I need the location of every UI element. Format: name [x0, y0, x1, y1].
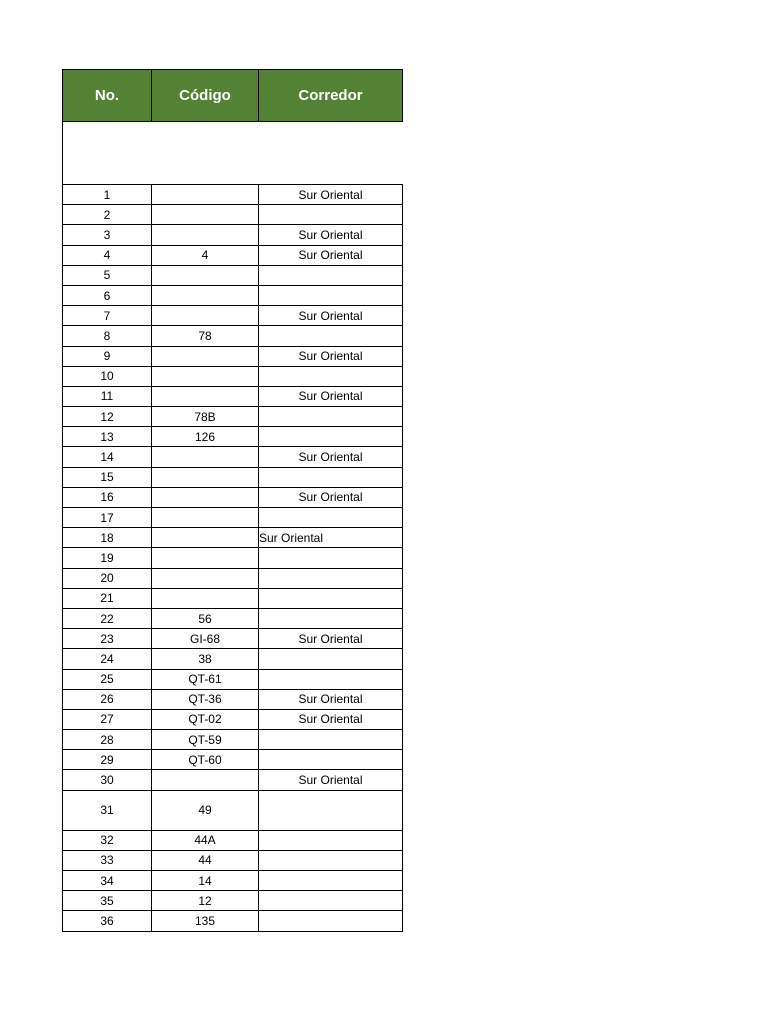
cell-codigo[interactable]: 44A	[152, 830, 259, 850]
cell-codigo[interactable]: QT-36	[152, 689, 259, 709]
cell-corredor[interactable]	[259, 508, 403, 528]
cell-no[interactable]: 19	[63, 548, 152, 568]
cell-codigo[interactable]: 12	[152, 891, 259, 911]
cell-corredor[interactable]	[259, 871, 403, 891]
table-header	[63, 70, 403, 122]
cell-no[interactable]: 16	[63, 487, 152, 507]
cell-corredor[interactable]	[259, 649, 403, 669]
table-row	[63, 588, 403, 608]
cell-corredor[interactable]: Sur Oriental	[259, 528, 403, 548]
cell-no[interactable]: 20	[63, 568, 152, 588]
table-row	[63, 608, 403, 628]
cell-codigo[interactable]: 49	[152, 790, 259, 830]
table-row	[63, 911, 403, 931]
cell-codigo[interactable]	[152, 568, 259, 588]
table-row	[63, 265, 403, 285]
cell-no[interactable]: 9	[63, 346, 152, 366]
cell-codigo[interactable]: QT-59	[152, 730, 259, 750]
cell-corredor[interactable]: Sur Oriental	[259, 689, 403, 709]
header-no[interactable]: No.	[63, 70, 152, 122]
cell-codigo[interactable]: 78B	[152, 407, 259, 427]
spreadsheet-table	[62, 69, 403, 932]
cell-codigo[interactable]: 135	[152, 911, 259, 931]
table-row	[63, 649, 403, 669]
cell-corredor[interactable]	[259, 427, 403, 447]
cell-corredor[interactable]: Sur Oriental	[259, 629, 403, 649]
cell-corredor[interactable]	[259, 608, 403, 628]
table-row	[63, 407, 403, 427]
table-row	[63, 185, 403, 205]
cell-corredor[interactable]	[259, 265, 403, 285]
cell-corredor[interactable]	[259, 669, 403, 689]
cell-corredor[interactable]: Sur Oriental	[259, 709, 403, 729]
cell-corredor[interactable]	[259, 407, 403, 427]
table-row	[63, 447, 403, 467]
table-row	[63, 830, 403, 850]
cell-codigo[interactable]	[152, 185, 259, 205]
cell-no[interactable]: 11	[63, 386, 152, 406]
empty-title-row	[63, 122, 403, 185]
header-codigo[interactable]: Código	[152, 70, 259, 122]
table-row	[63, 871, 403, 891]
cell-no[interactable]: 24	[63, 649, 152, 669]
cell-codigo[interactable]	[152, 366, 259, 386]
cell-codigo[interactable]	[152, 285, 259, 305]
cell-codigo[interactable]	[152, 386, 259, 406]
table-row	[63, 891, 403, 911]
cell-no[interactable]: 5	[63, 265, 152, 285]
cell-corredor[interactable]	[259, 911, 403, 931]
cell-corredor[interactable]: Sur Oriental	[259, 225, 403, 245]
table-row	[63, 205, 403, 225]
cell-no[interactable]: 26	[63, 689, 152, 709]
cell-corredor[interactable]	[259, 850, 403, 870]
table-row	[63, 850, 403, 870]
cell-codigo[interactable]	[152, 588, 259, 608]
cell-corredor[interactable]	[259, 285, 403, 305]
cell-corredor[interactable]	[259, 830, 403, 850]
cell-codigo[interactable]	[152, 508, 259, 528]
table-row	[63, 629, 403, 649]
cell-codigo[interactable]	[152, 225, 259, 245]
cell-no[interactable]: 17	[63, 508, 152, 528]
table-row	[63, 548, 403, 568]
table-row	[63, 770, 403, 790]
table-row	[63, 790, 403, 830]
cell-codigo[interactable]	[152, 548, 259, 568]
cell-codigo[interactable]	[152, 447, 259, 467]
cell-no[interactable]: 4	[63, 245, 152, 265]
cell-no[interactable]: 12	[63, 407, 152, 427]
cell-no[interactable]: 30	[63, 770, 152, 790]
table-row	[63, 669, 403, 689]
cell-no[interactable]: 21	[63, 588, 152, 608]
cell-no[interactable]: 22	[63, 608, 152, 628]
cell-codigo[interactable]: 38	[152, 649, 259, 669]
cell-no[interactable]: 8	[63, 326, 152, 346]
cell-codigo[interactable]	[152, 306, 259, 326]
cell-no[interactable]: 23	[63, 629, 152, 649]
table-row	[63, 709, 403, 729]
sheet-top-area	[63, 122, 403, 185]
cell-corredor[interactable]	[259, 588, 403, 608]
cell-codigo[interactable]	[152, 487, 259, 507]
table-row	[63, 306, 403, 326]
cell-codigo[interactable]: QT-60	[152, 750, 259, 770]
table-row	[63, 487, 403, 507]
cell-codigo[interactable]	[152, 265, 259, 285]
cell-codigo[interactable]: 44	[152, 850, 259, 870]
cell-corredor[interactable]	[259, 467, 403, 487]
cell-codigo[interactable]	[152, 205, 259, 225]
cell-corredor[interactable]	[259, 891, 403, 911]
table-row	[63, 285, 403, 305]
cell-corredor[interactable]: Sur Oriental	[259, 346, 403, 366]
cell-no[interactable]: 15	[63, 467, 152, 487]
cell-corredor[interactable]	[259, 366, 403, 386]
cell-codigo[interactable]	[152, 346, 259, 366]
cell-no[interactable]: 25	[63, 669, 152, 689]
cell-codigo[interactable]	[152, 528, 259, 548]
cell-codigo[interactable]: 78	[152, 326, 259, 346]
cell-no[interactable]: 6	[63, 285, 152, 305]
cell-no[interactable]: 18	[63, 528, 152, 548]
cell-corredor[interactable]	[259, 730, 403, 750]
table-row	[63, 386, 403, 406]
cell-no[interactable]: 29	[63, 750, 152, 770]
cell-corredor[interactable]: Sur Oriental	[259, 447, 403, 467]
table-row	[63, 568, 403, 588]
cell-no[interactable]: 32	[63, 830, 152, 850]
cell-corredor[interactable]: Sur Oriental	[259, 245, 403, 265]
header-corredor[interactable]: Corredor	[259, 70, 403, 122]
cell-corredor[interactable]: Sur Oriental	[259, 185, 403, 205]
cell-corredor[interactable]	[259, 750, 403, 770]
cell-no[interactable]: 28	[63, 730, 152, 750]
cell-no[interactable]: 13	[63, 427, 152, 447]
cell-corredor[interactable]: Sur Oriental	[259, 306, 403, 326]
table-row	[63, 366, 403, 386]
cell-no[interactable]: 36	[63, 911, 152, 931]
cell-codigo[interactable]	[152, 770, 259, 790]
cell-no[interactable]: 10	[63, 366, 152, 386]
cell-corredor[interactable]: Sur Oriental	[259, 770, 403, 790]
cell-codigo[interactable]: 14	[152, 871, 259, 891]
cell-codigo[interactable]: 56	[152, 608, 259, 628]
cell-corredor[interactable]: Sur Oriental	[259, 386, 403, 406]
cell-no[interactable]: 33	[63, 850, 152, 870]
cell-no[interactable]: 1	[63, 185, 152, 205]
empty-title-cell[interactable]	[63, 122, 403, 185]
table-row	[63, 225, 403, 245]
table-row	[63, 427, 403, 447]
cell-corredor[interactable]	[259, 548, 403, 568]
cell-no[interactable]: 14	[63, 447, 152, 467]
cell-no[interactable]: 34	[63, 871, 152, 891]
cell-codigo[interactable]: GI-68	[152, 629, 259, 649]
cell-no[interactable]: 31	[63, 790, 152, 830]
cell-codigo[interactable]: 4	[152, 245, 259, 265]
cell-no[interactable]: 27	[63, 709, 152, 729]
table-row	[63, 528, 403, 548]
table-row	[63, 730, 403, 750]
cell-no[interactable]: 7	[63, 306, 152, 326]
cell-corredor[interactable]	[259, 326, 403, 346]
cell-codigo[interactable]: QT-61	[152, 669, 259, 689]
table-row	[63, 689, 403, 709]
cell-corredor[interactable]	[259, 790, 403, 830]
table-row	[63, 750, 403, 770]
table-row	[63, 467, 403, 487]
cell-no[interactable]: 35	[63, 891, 152, 911]
cell-codigo[interactable]	[152, 467, 259, 487]
cell-codigo[interactable]: 126	[152, 427, 259, 447]
table-row	[63, 508, 403, 528]
table-row	[63, 245, 403, 265]
cell-corredor[interactable]: Sur Oriental	[259, 487, 403, 507]
header-row	[63, 70, 403, 122]
table-row	[63, 326, 403, 346]
cell-codigo[interactable]: QT-02	[152, 709, 259, 729]
cell-no[interactable]: 3	[63, 225, 152, 245]
cell-no[interactable]: 2	[63, 205, 152, 225]
table-body	[63, 185, 403, 932]
cell-corredor[interactable]	[259, 205, 403, 225]
cell-corredor[interactable]	[259, 568, 403, 588]
table-row	[63, 346, 403, 366]
